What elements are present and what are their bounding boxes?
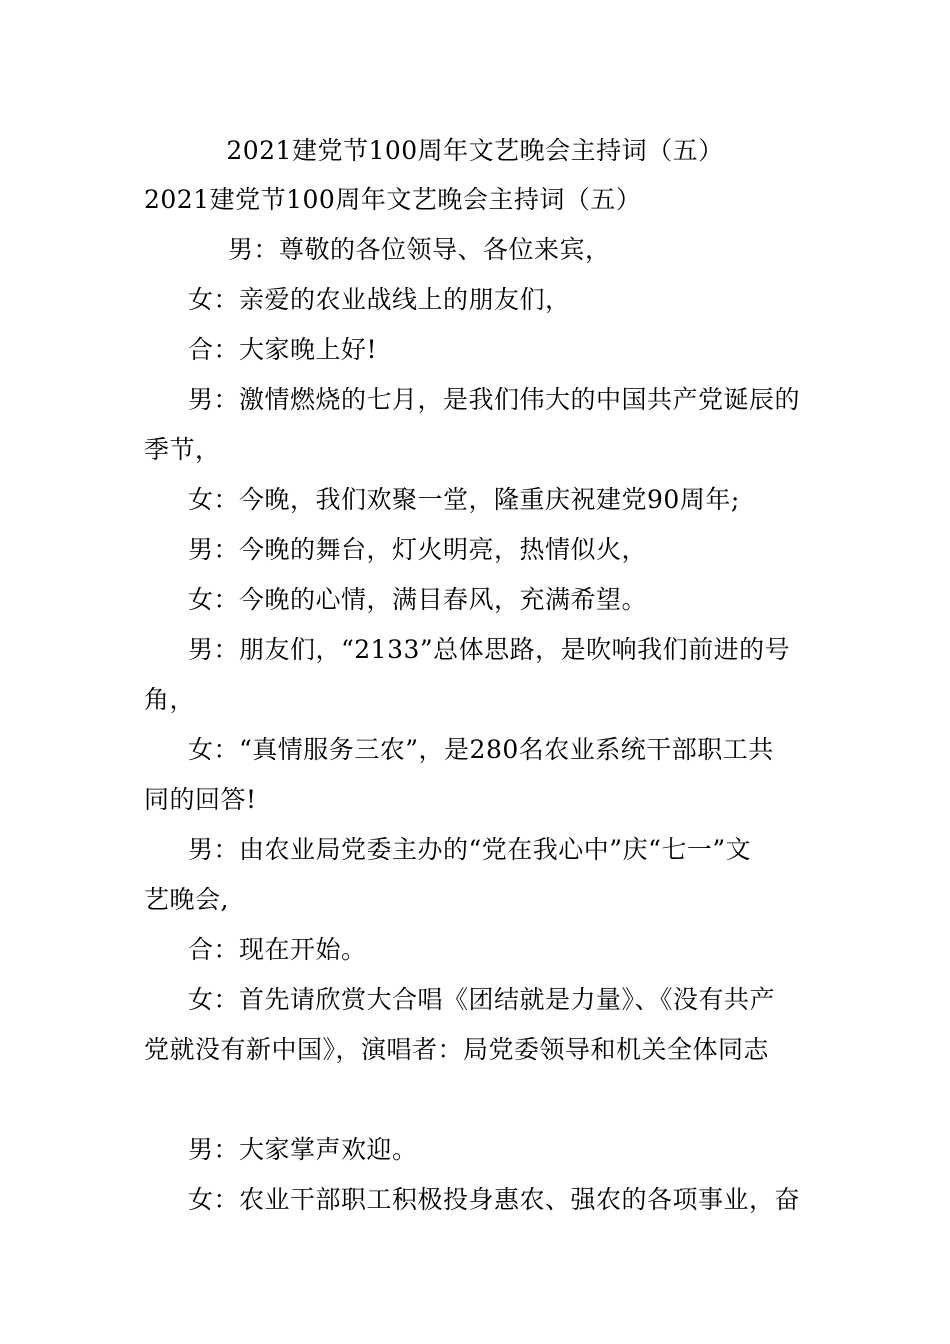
script-line-female-workers: 女：农业干部职工积极投身惠农、强农的各项事业，奋 (188, 1185, 801, 1214)
script-line-female-service: 女：“真情服务三农”，是280名农业系统干部职工共 (188, 735, 774, 764)
document-title: 2021建党节100周年文艺晚会主持词（五） (226, 136, 724, 165)
script-line-continuation: 艺晚会, (144, 885, 229, 914)
script-line-female-chorus: 女：首先请欣赏大合唱《团结就是力量》、《没有共产 (188, 985, 776, 1014)
script-line-male-july: 男：激情燃烧的七月，是我们伟大的中国共产党诞辰的 (188, 385, 801, 414)
script-line-continuation: 同的回答! (144, 785, 257, 814)
script-line-female-tonight: 女：今晚，我们欢聚一堂，隆重庆祝建党90周年; (188, 485, 740, 514)
script-line-male-greeting: 男：尊敬的各位领导、各位来宾， (228, 235, 611, 264)
script-line-continuation: 角， (144, 685, 196, 714)
script-line-together-start: 合：现在开始。 (188, 935, 367, 964)
script-line-male-stage: 男：今晚的舞台，灯火明亮，热情似火， (188, 535, 648, 564)
script-line-male-friends: 男：朋友们，“2133”总体思路，是吹响我们前进的号 (188, 635, 791, 664)
script-line-female-mood: 女：今晚的心情，满目春风，充满希望。 (188, 585, 648, 614)
script-line-female-greeting: 女：亲爱的农业战线上的朋友们， (188, 285, 571, 314)
script-line-together-greeting: 合：大家晚上好! (188, 335, 378, 364)
script-line-continuation: 党就没有新中国》，演唱者：局党委领导和机关全体同志 (144, 1035, 770, 1064)
script-line-male-organizer: 男：由农业局党委主办的“党在我心中”庆“七一”文 (188, 835, 752, 864)
document-subtitle: 2021建党节100周年文艺晚会主持词（五） (144, 185, 642, 214)
script-line-male-applause: 男：大家掌声欢迎。 (188, 1135, 418, 1164)
script-line-continuation: 季节， (144, 435, 221, 464)
